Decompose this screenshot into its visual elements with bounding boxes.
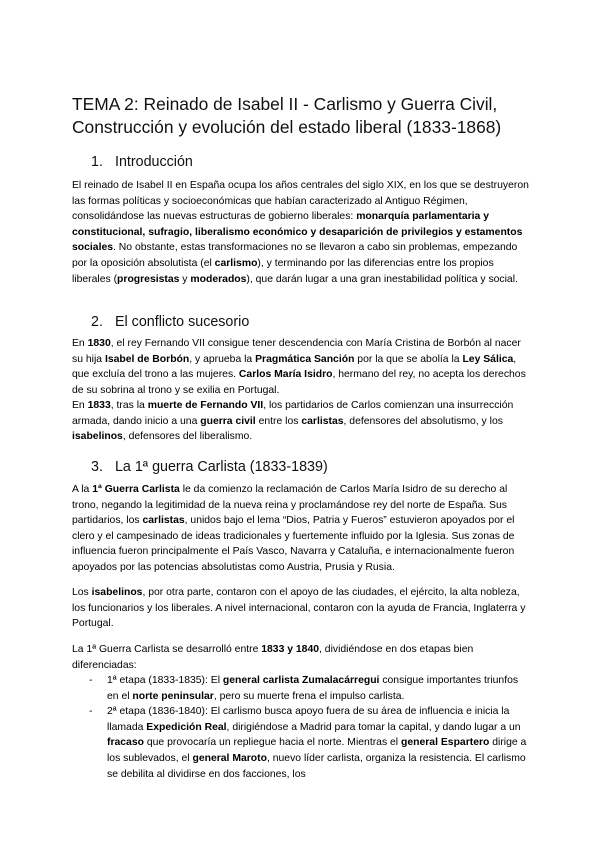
bold-text: Expedición Real — [146, 721, 227, 733]
text: , por otra parte, contaron con el apoyo de las ciudades, el ejército, la alta nobleza, los funcionarios y los liberales. A nivel internacional, contaron con la ayuda de Francia, Inglaterra y Portugal. — [72, 587, 526, 630]
bold-text: general Espartero — [401, 737, 490, 749]
page-title — [72, 93, 542, 139]
text: El reinado de Isabel II en España ocupa los años centrales del siglo XIX, en los que se destruyeron las formas políticas y socioeconómicas que habían caracterizado al Antiguo Régimen, consolidándose las nuevas estructuras de gobierno liberales: — [72, 180, 529, 223]
guerra-paragraph-1 — [72, 482, 530, 576]
section-number: 1. — [91, 154, 103, 170]
bold-text: 1ª Guerra Carlista — [92, 484, 180, 495]
list-item — [72, 704, 532, 782]
title-line-2: Construcción y evolución del estado liberal (1833-1868) — [72, 117, 502, 137]
bold-text: progresistas — [117, 273, 180, 285]
list-dash: - — [89, 675, 93, 686]
bold-text: monarquía parlamentaria y constitucional, sufragio, liberalismo económico y desaparición de privilegios y estamentos sociales — [72, 211, 523, 254]
section-number: 2. — [91, 314, 103, 330]
bold-text: carlistas — [142, 515, 185, 527]
text: , tras la — [110, 400, 148, 411]
section-heading-primera-guerra-carlista — [72, 458, 328, 476]
text: Los — [72, 587, 92, 598]
bold-text: isabelinos — [91, 587, 143, 598]
etapas-list — [72, 673, 532, 782]
text: dirige a los sublevados, el — [107, 737, 527, 764]
text: , y aprueba la — [189, 353, 256, 365]
text: . No obstante, estas transformaciones no se llevaron a cabo sin problemas, empezando por la oposición absolutista (el — [72, 242, 518, 269]
sucesorio-paragraph-1 — [72, 336, 530, 398]
bold-text: Pragmática Sanción — [255, 353, 355, 365]
guerra-paragraph-2 — [72, 585, 530, 632]
text: entre los — [255, 415, 302, 427]
text: , que excluía del trono a las mujeres. — [72, 353, 517, 381]
text: La 1ª Guerra Carlista se desarrolló entre — [72, 644, 262, 655]
text: En — [72, 338, 88, 349]
text: A la — [72, 484, 93, 495]
text: , unidos bajo el lema “Dios, Patria y Fueros” estuvieron apoyados por el clero y el campesinado de ideas tradicionales y fuertemente influido por la Iglesia. Sus zonas de influencia fueron principalmente el País Vasco, Navarra y Cataluña, e internacionalmente fueron apoyados por las potencias absolutistas como Austria, Prusia y Rusia. — [72, 515, 515, 573]
title-line-1: TEMA 2: Reinado de Isabel II - Carlismo y Guerra Civil, — [72, 94, 498, 114]
bold-text: general carlista Zumalacárregui — [222, 675, 380, 686]
text: , los partidarios de Carlos comienzan una insurrección armada, dando inicio a una — [72, 400, 514, 427]
bold-text: Ley Sálica — [462, 353, 514, 365]
bold-text: Carlos María Isidro — [238, 369, 333, 381]
text: , dividiéndose en dos etapas bien diferenciadas: — [72, 644, 474, 671]
bold-text: general Maroto — [192, 752, 267, 764]
section-number: 3. — [91, 459, 103, 475]
text: , defensores del absolutismo, y los — [343, 415, 503, 427]
bold-text: muerte de Fernando VII — [147, 400, 264, 411]
section-title: Introducción — [114, 154, 193, 170]
text: ), y terminando por las diferencias entre los propios liberales ( — [72, 257, 494, 285]
list-item — [72, 673, 532, 704]
section-title: La 1ª guerra Carlista (1833-1839) — [114, 459, 328, 475]
intro-paragraph — [72, 178, 530, 287]
bold-text: isabelinos — [72, 431, 123, 443]
sucesorio-paragraph-2 — [72, 398, 530, 445]
text: 1ª etapa (1833-1835): El — [107, 675, 223, 686]
bold-text: 1833 — [87, 400, 111, 411]
bold-text: norte peninsular — [132, 690, 214, 702]
bold-text: fracaso — [107, 737, 144, 749]
text: , defensores del liberalismo. — [122, 431, 253, 443]
guerra-paragraph-3 — [72, 642, 530, 673]
text: , dirigiéndose a Madrid para tomar la capital, y dando lugar a un — [226, 721, 521, 733]
text: por la que se abolía la — [354, 353, 463, 365]
text: le da comienzo la reclamación de Carlos María Isidro de su derecho al trono, negando la legitimidad de la nueva reina y proclamándose rey del norte de España. Sus partidarios, los — [72, 484, 508, 527]
bold-text: Isabel de Borbón — [104, 353, 190, 365]
text: 2ª etapa (1836-1840): El carlismo busca apoyo fuera de su área de influencia e inicia la llamada — [107, 706, 510, 733]
text: consigue importantes triunfos en el — [107, 675, 519, 702]
bold-text: guerra civil — [200, 415, 256, 427]
bold-text: 1833 y 1840 — [261, 644, 320, 655]
section-heading-introduccion — [72, 153, 193, 171]
bold-text: moderados — [190, 273, 247, 285]
text: ), que darán lugar a una gran inestabilidad política y social. — [246, 273, 518, 285]
bold-text: 1830 — [87, 338, 111, 349]
text: que provocaría un repliegue hacia el norte. Mientras el — [143, 737, 402, 749]
text: , hermano del rey, no acepta los derechos de su sobrina al trono y se exilia en Portugal. — [72, 369, 526, 396]
text: , nuevo líder carlista, organiza la resistencia. El carlismo se debilita al dividirse en dos facciones, los — [107, 752, 526, 780]
text: , pero su muerte frena el impulso carlista. — [213, 690, 405, 702]
text: En — [72, 400, 88, 411]
bold-text: carlismo — [214, 257, 258, 269]
section-heading-conflicto-sucesorio — [72, 313, 249, 331]
text: y — [179, 273, 191, 285]
section-title: El conflicto sucesorio — [114, 314, 250, 330]
text: , el rey Fernando VII consigue tener descendencia con María Cristina de Borbón al nacer su hija — [72, 338, 521, 365]
bold-text: carlistas — [301, 415, 344, 427]
list-dash: - — [89, 706, 93, 718]
